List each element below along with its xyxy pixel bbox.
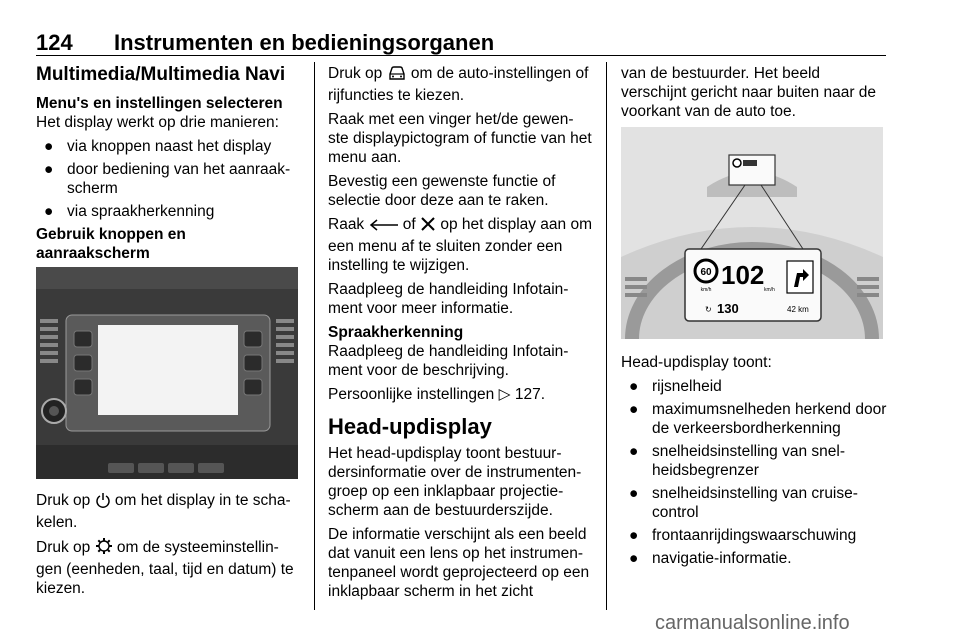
list-item: ● snelheidsinstelling van snel-heidsbegrenzer	[629, 443, 846, 479]
list-item: ● frontaanrijdingswaarschuwing	[629, 527, 857, 544]
hud-list	[621, 377, 889, 568]
column-2	[328, 64, 594, 606]
page-title: Instrumenten en bedieningsorganen	[114, 30, 495, 55]
voice-paragraph: Raadpleeg de handleiding Infotain-ment voor de beschrijving.	[328, 343, 569, 379]
hud-cruise-value: 130	[717, 301, 739, 316]
header-rule	[36, 55, 886, 56]
settings-paragraph: Druk op om de systeeminstellin-gen (eenheden, taal, tijd en datum) te kiezen.	[36, 539, 294, 597]
hud-paragraph-2: De informatie verschijnt als een beeld dat vanuit een lens op het instrumen-tenpaneel wordt geprojecteerd op een inklapbaar scherm in het zicht	[328, 526, 590, 600]
operation-list	[36, 137, 302, 221]
confirm-paragraph: Bevestig een gewenste functie of selectie door deze aan te raken.	[328, 173, 556, 209]
hud-distance: 42 km	[787, 305, 809, 314]
hud-speed-unit: km/h	[764, 287, 775, 293]
hud-illustration	[621, 127, 883, 339]
hud-sign-value: 60	[700, 267, 712, 278]
hud-shows-intro: Head-updisplay toont:	[621, 354, 772, 371]
list-item: ● via knoppen naast het display	[44, 138, 272, 155]
bullet: ●	[44, 203, 54, 220]
list-item: ● snelheidsinstelling van cruise-control	[629, 485, 858, 521]
close-icon	[420, 216, 436, 237]
intro-text: Het display werkt op drie manieren:	[36, 114, 279, 131]
manual-paragraph: Raadpleeg de handleiding Infotain-ment voor meer informatie.	[328, 281, 569, 317]
hud-photo	[621, 127, 883, 339]
gear-icon	[95, 537, 113, 560]
bullet: ●	[629, 550, 639, 567]
cruise-icon: ↻	[705, 305, 712, 314]
section-title: Multimedia/Multimedia Navi	[36, 64, 286, 85]
car-icon	[387, 65, 407, 86]
continuation-paragraph: van de bestuurder. Het beeld verschijnt gericht naar buiten naar de voorkant van de auto toe.	[621, 65, 877, 120]
infotainment-photo	[36, 267, 298, 479]
bullet: ●	[44, 138, 54, 155]
hud-speed-value: 102	[721, 260, 765, 290]
sub-heading: Menu's en instellingen selecteren	[36, 95, 283, 112]
bullet: ●	[629, 485, 639, 502]
bullet: ●	[629, 527, 639, 544]
infotainment-illustration	[36, 267, 298, 479]
sub-heading-buttons: Gebruik knoppen en aanraakscherm	[36, 226, 186, 262]
bullet: ●	[629, 443, 639, 460]
page-number: 124	[36, 30, 73, 55]
personal-settings-paragraph[interactable]: Persoonlijke instellingen ▷ 127.	[328, 386, 546, 403]
list-item: ● door bediening van het aanraak-scherm	[44, 161, 291, 197]
bullet: ●	[629, 401, 639, 418]
watermark: carmanualsonline.info	[655, 612, 850, 634]
page-ref-arrow-icon: ▷	[498, 386, 511, 403]
hud-paragraph-1: Het head-updisplay toont bestuur-dersinformatie over de instrumenten-groep op een inklapbaar projectie-scherm aan de bestuurderszijde.	[328, 445, 582, 519]
list-item: ● rijsnelheid	[629, 378, 722, 395]
power-paragraph: Druk op om het display in te scha-kelen.	[36, 492, 291, 531]
column-1	[36, 64, 302, 603]
bullet: ●	[629, 378, 639, 395]
bullet: ●	[44, 161, 54, 178]
car-settings-paragraph: Druk op om de auto-instellingen of rijfuncties te kiezen.	[328, 65, 589, 104]
power-icon	[95, 492, 111, 513]
hud-sign-caption: km/h	[700, 287, 712, 293]
touch-paragraph: Raak met een vinger het/de gewen-ste displaypictogram of functie van het menu aan.	[328, 111, 592, 166]
page-ref[interactable]: 127.	[510, 386, 546, 403]
list-item: ● maximumsnelheden herkend door de verkeersbordherkenning	[629, 401, 887, 437]
column-divider	[606, 62, 607, 610]
column-divider	[314, 62, 315, 610]
back-paragraph: Raak of op het display aan om een menu af te sluiten zonder een instelling te wijzigen.	[328, 216, 593, 274]
voice-heading: Spraakherkenning	[328, 324, 464, 341]
list-item: ● navigatie-informatie.	[629, 550, 792, 567]
list-item: ● via spraakherkenning	[44, 203, 215, 220]
column-3	[621, 64, 889, 572]
back-arrow-icon	[369, 218, 399, 237]
page-header	[36, 30, 886, 54]
hud-title: Head-updisplay	[328, 414, 492, 439]
